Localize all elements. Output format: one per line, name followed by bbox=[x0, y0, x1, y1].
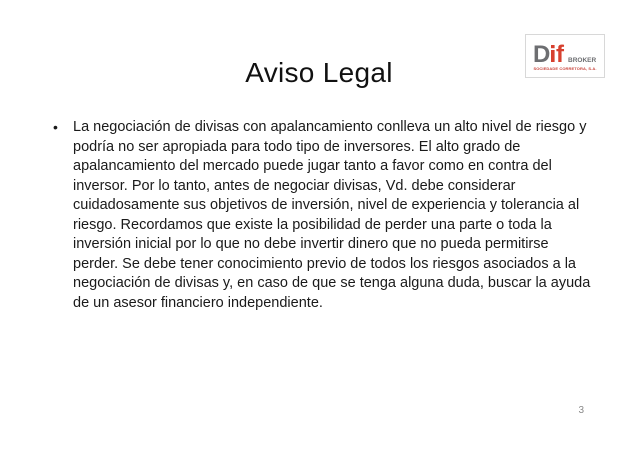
bullet-marker: • bbox=[53, 119, 58, 135]
list-item bbox=[53, 118, 593, 313]
logo-suffix: BROKER bbox=[568, 57, 597, 64]
logo-i-dot bbox=[551, 45, 555, 48]
logo-letter-f: f bbox=[556, 41, 564, 66]
logo-letter-d: D bbox=[533, 41, 551, 66]
disclaimer-paragraph: La negociación de divisas con apalancamiento conlleva un alto nivel de riesgo y podría no ser apropiada para todo tipo de inversores. El alto grado de apalancamiento del mercado puede jugar tanto a favor como en contra del inversor. Por lo tanto, antes de negociar divisas, Vd. debe considerar cuidadosamente sus objetivos de inversión, nivel de experiencia y tolerancia al riesgo. Recordamos que existe la posibilidad de perder una parte o toda la inversión inicial por lo que no debe invertir dinero que no pueda permitirse perder. Se debe tener conocimiento previo de todos los riesgos asociados a la negociación de divisas y, en caso de que se tenga alguna duda, buscar la ayuda de un asesor financiero independiente. bbox=[73, 119, 591, 311]
disclaimer-list bbox=[53, 118, 593, 313]
logo-subtitle: SOCIEDADE CORRETORA, S.A. bbox=[533, 66, 597, 71]
page-number: 3 bbox=[578, 405, 584, 416]
slide-title: Aviso Legal bbox=[245, 57, 393, 88]
